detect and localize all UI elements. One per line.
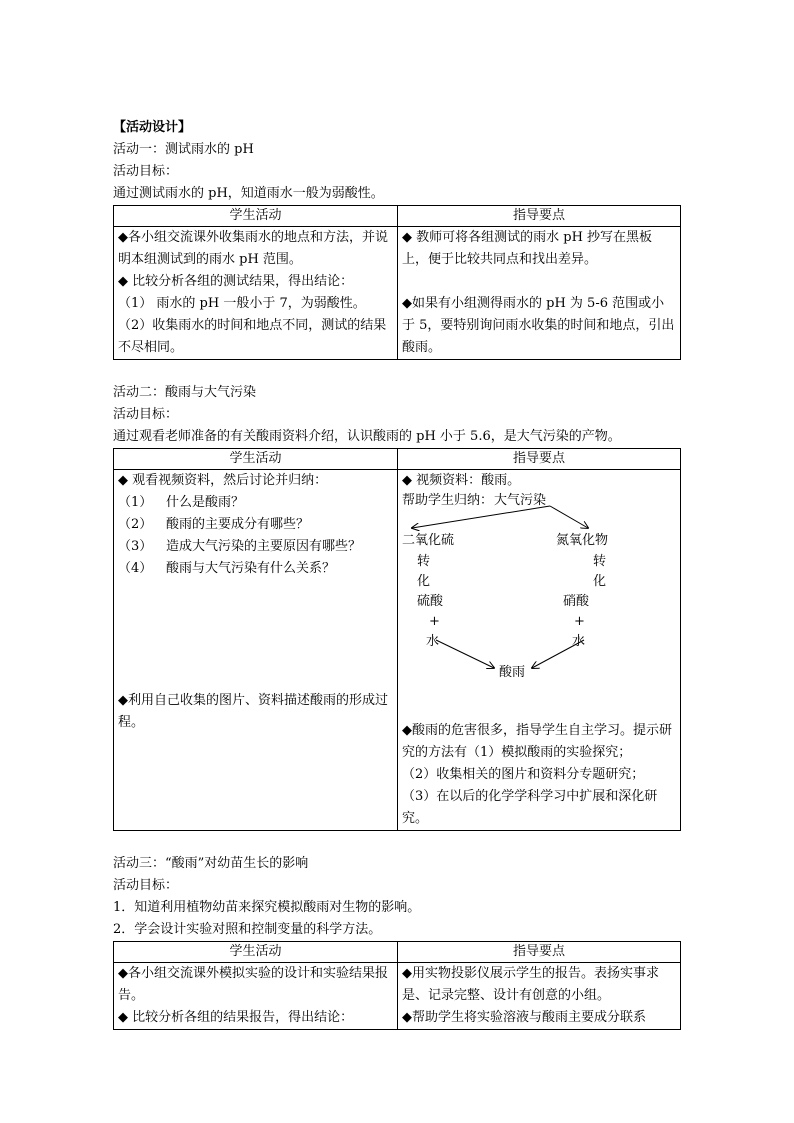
activity3-student-1: ◆各小组交流课外模拟实验的设计和实验结果报告。: [118, 966, 388, 1003]
activity1-student-cell: [114, 227, 398, 360]
activity2-student-intro: ◆ 观看视频资料，然后讨论并归纳：: [118, 473, 328, 488]
diagram-left-char: 硫酸: [417, 594, 444, 609]
diagram-left-char: +: [429, 614, 440, 629]
activity2-guide-intro: ◆ 视频资料：酸雨。: [402, 473, 521, 488]
activity1-header-guide: 指导要点: [398, 206, 681, 227]
activity1-guide-cell: [398, 227, 681, 360]
diagram-node-acid-rain: 酸雨: [499, 665, 526, 680]
activity2-guide-bottom-2: （2）收集相关的图片和资料分专题研究；: [402, 767, 645, 782]
activity2-table: [113, 448, 681, 831]
activity3-header-student: 学生活动: [114, 942, 398, 963]
activity1-table: [113, 205, 681, 360]
diagram-right-char: 化: [593, 574, 607, 589]
activity1-header-student: 学生活动: [114, 206, 398, 227]
activity3-student-2: ◆ 比较分析各组的结果报告，得出结论：: [118, 1010, 354, 1025]
spacer: [113, 360, 681, 382]
acid-rain-diagram: [402, 492, 678, 682]
activity3-guide-cell: [398, 963, 681, 1030]
activity3-table: [113, 941, 681, 1030]
activity3-header-guide: 指导要点: [398, 942, 681, 963]
activity3-title: 活动三：“酸雨”对幼苗生长的影响: [113, 856, 309, 871]
diagram-right-char: 硝酸: [563, 594, 590, 609]
activity3-guide-2: ◆帮助学生将实验溶液与酸雨主要成分联系: [402, 1010, 646, 1025]
question-number: （1）: [118, 495, 153, 510]
activity2-header-guide: 指导要点: [398, 449, 681, 470]
activity2-guide-bottom-3: （3）在以后的化学学科学习中扩展和深化研究。: [402, 789, 658, 826]
document-page: [113, 117, 681, 1030]
activity1-guide-spacer: [402, 271, 676, 293]
activity2-title: 活动二：酸雨与大气污染: [113, 385, 257, 400]
question-item: [118, 536, 393, 558]
diagram-node-nox: 氮氧化物: [556, 533, 609, 548]
diagram-help-label: 帮助学生归纳：: [402, 493, 494, 508]
section-title: 【活动设计】: [113, 120, 192, 135]
question-text: 什么是酸雨？: [166, 495, 245, 510]
activity1-guide-1: ◆ 教师可将各组测试的雨水 pH 抄写在黑板上，便于比较共同点和找出差异。: [402, 230, 653, 267]
activity3-goal-2: 2．学会设计实验对照和控制变量的科学方法。: [113, 922, 382, 937]
question-item: [118, 558, 393, 580]
question-item: [118, 492, 393, 514]
activity2-guide-bottom-1: ◆酸雨的危害很多，指导学生自主学习。提示研究的方法有（1）模拟酸雨的实验探究；: [402, 723, 672, 760]
spacer: [113, 831, 681, 853]
question-text: 酸雨的主要成分有哪些？: [166, 517, 310, 532]
activity2-header-student: 学生活动: [114, 449, 398, 470]
question-number: （4）: [118, 561, 153, 576]
spacer: [402, 682, 676, 720]
spacer: [118, 580, 393, 690]
diagram-left-char: 水: [426, 634, 440, 649]
diagram-node-so2: 二氧化硫: [402, 533, 455, 548]
activity3-goal-label: 活动目标：: [113, 878, 179, 893]
activity1-goal-label: 活动目标：: [113, 164, 179, 179]
activity3-student-cell: [114, 963, 398, 1030]
arrow-to-nox: [550, 506, 588, 528]
diagram-left-char: 化: [417, 574, 431, 589]
activity1-goal: 通过测试雨水的 pH，知道雨水一般为弱酸性。: [113, 186, 384, 201]
diagram-left-char: 转: [417, 554, 431, 569]
question-text: 造成大气污染的主要原因有哪些？: [166, 539, 362, 554]
diagram-right-char: +: [574, 614, 585, 629]
activity1-student-1: ◆各小组交流课外收集雨水的地点和方法，并说明本组测试到的雨水 pH 范围。: [118, 230, 388, 267]
activity1-guide-2: ◆如果有小组测得雨水的 pH 为 5-6 范围或小于 5，要特别询问雨水收集的时间和地点，引出酸雨。: [402, 296, 675, 355]
diagram-arrows: [402, 492, 678, 682]
question-item: [118, 514, 393, 536]
activity2-student-cell: [114, 470, 398, 831]
activity2-guide-cell: [398, 470, 681, 831]
question-number: （2）: [118, 517, 153, 532]
arrow-left-to-acid-rain: [436, 640, 494, 668]
activity2-goal: 通过观看老师准备的有关酸雨资料介绍，认识酸雨的 pH 小于 5.6，是大气污染的产物。: [113, 429, 621, 444]
activity3-guide-1: ◆用实物投影仪展示学生的报告。表扬实事求是、记录完整、设计有创意的小组。: [402, 966, 659, 1003]
activity1-student-3: （1） 雨水的 pH 一般小于 7，为弱酸性。: [118, 296, 366, 311]
activity1-student-2: ◆ 比较分析各组的测试结果，得出结论：: [118, 274, 354, 289]
diagram-right-char: 转: [593, 554, 607, 569]
activity3-goal-1: 1．知道利用植物幼苗来探究模拟酸雨对生物的影响。: [113, 900, 421, 915]
question-text: 酸雨与大气污染有什么关系？: [166, 561, 336, 576]
activity1-title: 活动一：测试雨水的 pH: [113, 142, 254, 157]
diagram-right-char: 水: [572, 634, 586, 649]
diagram-node-air-pollution: 大气污染: [494, 493, 547, 508]
activity2-goal-label: 活动目标：: [113, 407, 179, 422]
activity1-student-4: （2）收集雨水的时间和地点不同，测试的结果不尽相同。: [118, 318, 387, 355]
question-number: （3）: [118, 539, 153, 554]
activity2-student-bottom: ◆利用自己收集的图片、资料描述酸雨的形成过程。: [118, 693, 388, 730]
